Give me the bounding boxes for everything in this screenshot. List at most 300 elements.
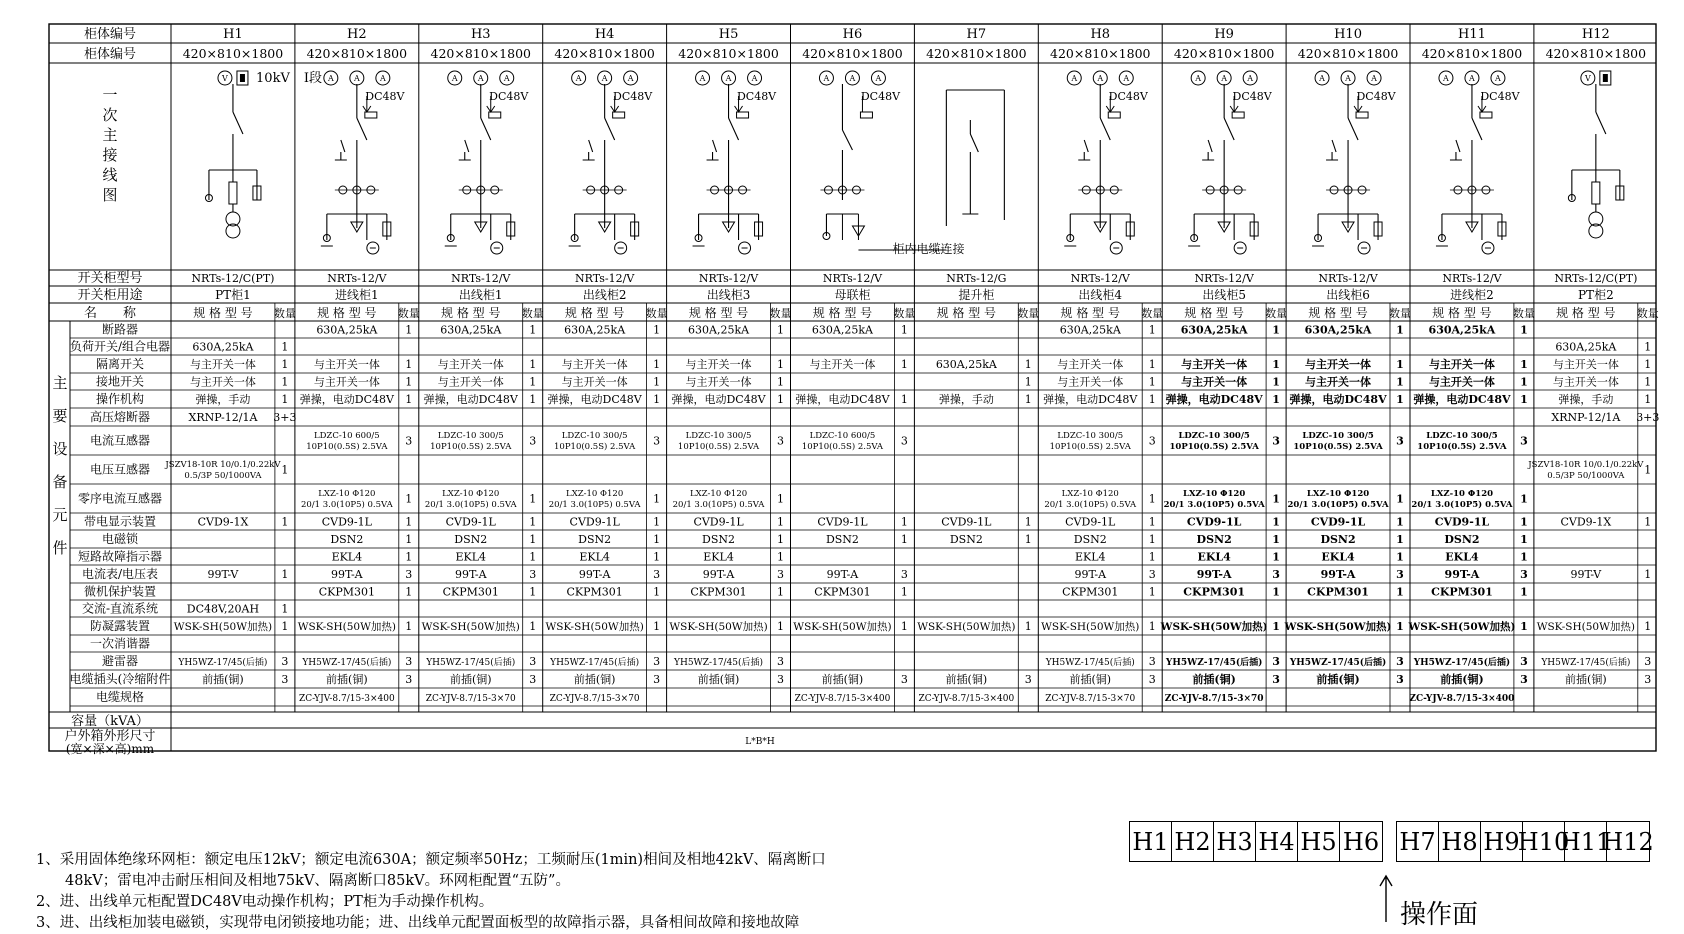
equipment-spec: DSN2 (702, 533, 736, 546)
meter-label: A (601, 74, 608, 83)
equipment-spec: WSK-SH(50W加热) (1041, 621, 1140, 633)
equipment-qty: 1 (653, 533, 661, 546)
equipment-qty: 1 (1396, 585, 1404, 599)
equipment-name: 电磁锁 (101, 532, 139, 546)
equipment-name: 电流表/电压表 (81, 567, 159, 581)
equipment-qty: 3 (1520, 655, 1528, 668)
qty-header: 数量 (1017, 307, 1040, 320)
equipment-qty: 3 (1644, 673, 1652, 686)
equipment-spec: CKPM301 (442, 585, 499, 599)
equipment-spec: 20/1 3.0(10P5) 0.5VA (672, 500, 765, 510)
equipment-spec: 10P10(0.5S) 2.5VA (554, 442, 636, 452)
equipment-qty: 3 (1396, 673, 1404, 686)
equipment-spec: CVD9-1L (1434, 515, 1490, 529)
row-label-primary-diagram: 主 (102, 126, 118, 144)
row-label-name: 名 称 (83, 306, 137, 321)
equipment-spec: 与主开关一体 (1428, 358, 1495, 371)
equipment-spec: DSN2 (578, 533, 612, 546)
equipment-qty: 1 (281, 463, 289, 477)
diagram-line (1456, 140, 1460, 152)
diagram-line (970, 134, 978, 152)
equipment-spec: 弹操，电动DC48V (547, 393, 642, 406)
switch-model: NRTs-12/V (575, 272, 635, 285)
equipment-qty: 1 (653, 393, 661, 406)
meter-label: A (1319, 74, 1325, 83)
meter-label: A (327, 74, 334, 83)
equipment-spec: CVD9-1L (693, 515, 744, 529)
equipment-name: 短路故障指示器 (77, 549, 163, 564)
equipment-qty: 1 (1148, 323, 1156, 337)
equipment-spec: CKPM301 (1431, 585, 1493, 599)
cabinet-size: 420×810×1800 (306, 46, 408, 61)
dc48v-label: DC48V (736, 90, 777, 103)
equipment-spec: CKPM301 (1183, 585, 1246, 599)
cabinet-size: 420×810×1800 (1545, 46, 1647, 61)
equipment-spec: 与主开关一体 (1428, 375, 1495, 389)
dc48v-label: DC48V (489, 90, 529, 103)
equipment-spec: 10P10(0.5S) 2.5VA (1169, 442, 1259, 452)
spec-header: 规 格 型 号 (1432, 306, 1492, 320)
equipment-spec: 20/1 3.0(10P5) 0.5VA (424, 500, 517, 510)
equipment-name: 交流-直流系统 (81, 601, 159, 616)
spec-header: 规 格 型 号 (317, 306, 377, 320)
fuse-icon (1592, 182, 1600, 204)
equipment-qty: 1 (281, 515, 289, 529)
meter-label: A (1495, 74, 1501, 83)
meter-label: A (1195, 74, 1202, 83)
equipment-qty: 1 (1272, 492, 1280, 506)
meter-label: A (575, 74, 582, 83)
equipment-qty: 1 (653, 550, 661, 564)
equipment-qty: 1 (405, 323, 413, 337)
equipment-spec: 99T-V (1570, 568, 1602, 581)
row-label-primary-diagram: 次 (102, 106, 118, 124)
equipment-qty: 3 (529, 568, 537, 581)
switch-model: NRTs-12/V (327, 272, 387, 285)
qty-header: 数量 (1265, 307, 1288, 320)
equipment-spec: 99T-A (578, 568, 611, 581)
equipment-spec: DSN2 (825, 533, 859, 546)
switch-model: NRTs-12/C(PT) (191, 272, 275, 285)
equipment-qty: 1 (1520, 515, 1528, 529)
switch-model: NRTs-12/V (1070, 272, 1130, 285)
equipment-spec: 与主开关一体 (189, 358, 256, 371)
equipment-spec: 与主开关一体 (685, 375, 752, 389)
diagram-line (1472, 118, 1482, 140)
equipment-spec: 20/1 3.0(10P5) 0.5VA (300, 500, 393, 510)
meter-label: A (1071, 74, 1078, 83)
equipment-spec: 与主开关一体 (313, 358, 380, 371)
row-label-main-equipment: 主 (52, 374, 68, 392)
equipment-qty: 3 (900, 434, 908, 448)
schedule-texts (52, 26, 1659, 756)
equipment-qty: 1 (529, 375, 537, 389)
equipment-name: 微机保护装置 (83, 584, 157, 599)
equipment-qty: 3 (653, 673, 661, 686)
equipment-qty: 1 (529, 323, 537, 337)
cabinet-id: H6 (842, 27, 863, 42)
equipment-spec: WSK-SH(50W加热) (1160, 621, 1268, 633)
equipment-spec: 弹操，手动 (938, 393, 994, 406)
cabinet-size: 420×810×1800 (1297, 46, 1399, 61)
equipment-qty: 3 (1272, 673, 1280, 686)
qty-header: 数量 (397, 307, 420, 320)
equipment-qty: 1 (653, 358, 661, 371)
equipment-spec: EKL4 (1197, 550, 1231, 564)
cabinet-id: H8 (1090, 27, 1111, 42)
equipment-spec: 弹操，手动 (1558, 393, 1614, 406)
cabinet-size: 420×810×1800 (1421, 46, 1523, 61)
equipment-spec: 前插(铜) (945, 673, 988, 686)
equipment-spec: DSN2 (454, 533, 488, 546)
schedule-grid (49, 24, 1656, 751)
equipment-qty: 1 (1396, 358, 1404, 371)
equipment-spec: WSK-SH(50W加热) (545, 621, 644, 633)
equipment-spec: YH5WZ-17/45(后插) (674, 658, 764, 668)
row-label-main-equipment: 件 (52, 539, 68, 557)
equipment-spec: WSK-SH(50W加热) (1284, 621, 1392, 633)
equipment-spec: 与主开关一体 (1552, 358, 1619, 371)
switch-use: 出线柜4 (1078, 288, 1123, 302)
equipment-spec: 630A,25kA (192, 340, 254, 354)
meter-label: A (849, 74, 856, 83)
row-label-main-equipment: 元 (52, 506, 68, 524)
equipment-qty: 1 (1396, 515, 1404, 529)
equipment-qty: 1 (900, 533, 908, 546)
equipment-qty: 1 (900, 358, 908, 371)
equipment-qty: 3 (281, 673, 289, 686)
equipment-spec: LXZ-10 Φ120 (1430, 489, 1494, 499)
equipment-qty: 1 (777, 585, 784, 599)
meter-label: A (1123, 74, 1130, 83)
equipment-qty: 1 (653, 323, 661, 337)
switch-use: 提升柜 (958, 288, 995, 302)
equipment-qty: 1 (405, 620, 413, 633)
equipment-qty: 3 (900, 673, 908, 686)
meter-label: A (1097, 74, 1104, 83)
equipment-spec: 与主开关一体 (189, 375, 256, 389)
arrangement-cell: H5 (1298, 822, 1340, 861)
equipment-qty: 1 (1024, 375, 1032, 389)
equipment-name: 电缆规格 (95, 690, 145, 704)
cabinet-size: 420×810×1800 (1050, 46, 1151, 61)
row-label-main-equipment: 要 (52, 407, 68, 425)
equipment-qty: 1 (529, 358, 537, 371)
equipment-qty: 1 (281, 393, 289, 406)
equipment-qty: 1 (1272, 550, 1280, 564)
cabinet-size: 420×810×1800 (182, 46, 284, 61)
equipment-qty: 1 (281, 375, 289, 389)
equipment-qty: 3 (405, 568, 413, 581)
switch-model: NRTs-12/V (451, 272, 511, 285)
dc48v-label: DC48V (1232, 90, 1272, 103)
meter-label: A (699, 74, 706, 83)
qty-header: 数量 (273, 307, 296, 320)
equipment-qty: 3 (405, 655, 413, 668)
equipment-spec: LDZC-10 300/5 (1426, 431, 1498, 441)
equipment-spec: EKL4 (703, 550, 734, 564)
equipment-qty: 1 (900, 393, 908, 406)
equipment-spec: 630A,25kA (1555, 340, 1617, 354)
cabinet-id: H12 (1581, 27, 1610, 42)
equipment-qty: 1 (1148, 533, 1156, 546)
equipment-qty: 3 (1396, 655, 1404, 668)
row-label-cabinet-size: 柜体编号 (83, 47, 137, 62)
equipment-qty: 1 (1024, 515, 1032, 529)
fuse-icon (229, 182, 237, 204)
equipment-qty: 1 (1520, 585, 1528, 599)
equipment-qty: 1 (1644, 375, 1652, 389)
arrangement-cell: H7 (1397, 822, 1439, 861)
spec-header: 规 格 型 号 (1308, 306, 1368, 320)
equipment-qty: 1 (900, 515, 908, 529)
equipment-spec: CVD9-1L (817, 515, 868, 529)
operating-mechanism-icon (365, 112, 377, 118)
equipment-qty: 3 (529, 655, 537, 668)
equipment-qty: 3 (900, 568, 908, 581)
equipment-spec: YH5WZ-17/45(后插) (302, 658, 392, 668)
equipment-spec: LDZC-10 600/5 (313, 431, 380, 441)
equipment-qty: 1 (1520, 323, 1528, 337)
equipment-qty: 1 (1148, 585, 1156, 599)
equipment-spec: 与主开关一体 (1552, 375, 1619, 389)
operating-mechanism-icon (860, 112, 872, 118)
equipment-qty: 1 (900, 585, 908, 599)
equipment-spec: LXZ-10 Φ120 (1061, 489, 1119, 499)
equipment-spec: 99T-A (702, 568, 735, 581)
diagram-line (1100, 118, 1110, 140)
equipment-qty: 1 (529, 550, 537, 564)
equipment-spec: 前插(铜) (1440, 673, 1484, 686)
meter-label: A (477, 74, 484, 83)
cabinet-id: H4 (594, 27, 615, 42)
operating-mechanism-icon (1232, 112, 1244, 118)
equipment-qty: 1 (1148, 393, 1156, 406)
equipment-name: 避雷器 (101, 654, 139, 668)
equipment-spec: 弹操，电动DC48V (1289, 393, 1387, 406)
diagram-line (1332, 140, 1336, 152)
equipment-qty: 1 (405, 533, 413, 546)
equipment-qty: 1 (900, 323, 908, 337)
equipment-spec: 99T-A (1074, 568, 1107, 581)
diagram-line (713, 140, 717, 152)
equipment-spec: LXZ-10 Φ120 (566, 489, 624, 499)
row-label-primary-diagram: 一 (102, 86, 118, 104)
equipment-spec: YH5WZ-17/45(后插) (178, 658, 268, 668)
dc48v-label: DC48V (1108, 90, 1148, 103)
qty-header: 数量 (521, 307, 544, 320)
equipment-qty: 1 (281, 340, 289, 354)
switch-model: NRTs-12/V (1318, 272, 1378, 285)
switch-use: 母联柜 (834, 288, 871, 302)
row-label-outdoor-box-size: (宽×深×高)mm (65, 742, 155, 756)
equipment-spec: 与主开关一体 (561, 375, 628, 389)
equipment-spec: 99T-A (1196, 568, 1232, 581)
operation-face-label: 操作面 (1400, 900, 1479, 930)
diagram-line (729, 118, 739, 140)
equipment-spec: 99T-A (826, 568, 859, 581)
equipment-spec: 前插(铜) (1192, 673, 1236, 686)
meter-label: A (751, 74, 758, 83)
note-line: 1、采用固体绝缘环网柜：额定电压12kV；额定电流630A；额定频率50Hz；工频耐压(1min)相间及相地42kV、隔离断口 (36, 852, 826, 868)
design-notes (36, 850, 826, 934)
outdoor-box-value: L*B*H (745, 737, 775, 747)
equipment-qty: 3 (529, 673, 537, 686)
equipment-qty: 1 (653, 585, 661, 599)
diagram-line (605, 118, 615, 140)
meter-label: A (875, 74, 882, 83)
equipment-qty: 3 (1272, 568, 1280, 581)
equipment-qty: 1 (529, 515, 537, 529)
equipment-qty: 1 (405, 358, 413, 371)
equipment-qty: 1 (653, 620, 661, 633)
equipment-spec: WSK-SH(50W加热) (917, 621, 1016, 633)
row-label-outdoor-box: 户外箱外形尺寸 (64, 729, 156, 744)
equipment-qty: 1 (1520, 620, 1528, 633)
equipment-spec: 与主开关一体 (685, 358, 752, 371)
diagram-line (481, 118, 491, 140)
equipment-qty: 1 (1644, 568, 1652, 581)
equipment-qty: 3 (1520, 434, 1528, 448)
equipment-spec: CVD9-1L (1065, 515, 1116, 529)
equipment-spec: EKL4 (455, 550, 487, 564)
equipment-spec: LDZC-10 600/5 (809, 431, 876, 441)
meter-label: V (1584, 74, 1591, 83)
equipment-spec: XRNP-12/1A (188, 411, 258, 424)
diagram-line (1348, 118, 1358, 140)
arrangement-group-left (1129, 821, 1383, 862)
equipment-spec: LXZ-10 Φ120 (1306, 489, 1370, 499)
equipment-spec: 10P10(0.5S) 2.5VA (1293, 442, 1383, 452)
switch-model: NRTs-12/V (1442, 272, 1502, 285)
equipment-spec: CVD9-1X (197, 515, 249, 529)
table-frame (49, 24, 1656, 751)
equipment-spec: 弹操，电动DC48V (423, 393, 518, 406)
equipment-spec: ZC-YJV-8.7/15-3×70 (425, 694, 516, 704)
equipment-qty: 1 (653, 492, 661, 506)
equipment-name: 接地开关 (95, 374, 145, 389)
switch-use: 进线柜2 (1450, 288, 1494, 302)
switch-use: 出线柜1 (458, 288, 503, 302)
equipment-spec: ZC-YJV-8.7/15-3×400 (1409, 694, 1515, 704)
equipment-spec: ZC-YJV-8.7/15-3×400 (794, 694, 891, 704)
equipment-spec: 20/1 3.0(10P5) 0.5VA (1163, 500, 1265, 510)
cabinet-size: 420×810×1800 (802, 46, 903, 61)
operating-mechanism-icon (1108, 112, 1120, 118)
switch-use: 出线柜5 (1202, 288, 1246, 302)
meter-label: A (1371, 74, 1377, 83)
row-label-capacity: 容量（kVA） (71, 714, 149, 729)
equipment-spec: 99T-A (331, 568, 363, 581)
meter-label: A (627, 74, 634, 83)
equipment-spec: LDZC-10 300/5 (437, 431, 504, 441)
equipment-spec: 与主开关一体 (1305, 375, 1372, 389)
equipment-qty: 1 (1024, 393, 1032, 406)
switch-model: NRTs-12/C(PT) (1554, 272, 1638, 285)
diagram-line (1084, 140, 1088, 152)
equipment-spec: DSN2 (949, 533, 983, 546)
arrangement-cell: H6 (1342, 827, 1380, 856)
equipment-qty: 3 (653, 434, 661, 448)
equipment-qty: 1 (1272, 358, 1280, 371)
equipment-qty: 1 (1644, 358, 1652, 371)
row-label-main-equipment: 备 (52, 473, 68, 491)
equipment-spec: WSK-SH(50W加热) (297, 621, 397, 633)
equipment-spec: CVD9-1L (569, 515, 620, 529)
equipment-qty: 1 (1024, 533, 1032, 546)
equipment-qty: 1 (529, 620, 537, 633)
cabinet-size: 420×810×1800 (926, 46, 1027, 61)
equipment-spec: LDZC-10 300/5 (1178, 431, 1250, 441)
equipment-spec: WSK-SH(50W加热) (1536, 621, 1636, 633)
equipment-qty: 3+3 (1636, 411, 1660, 424)
equipment-spec: 630A,25kA (811, 323, 873, 337)
equipment-spec: 前插(铜) (573, 673, 616, 686)
meter-label: A (823, 74, 830, 83)
equipment-spec: 弹操，电动DC48V (795, 393, 890, 406)
equipment-spec: 630A,25kA (440, 323, 502, 337)
equipment-spec: LXZ-10 Φ120 (1183, 489, 1246, 499)
spec-header: 规 格 型 号 (1184, 306, 1244, 320)
cabinet-id: H10 (1334, 27, 1362, 42)
equipment-spec: 630A,25kA (1304, 323, 1372, 337)
arrangement-group-right (1396, 821, 1654, 862)
diagram-line (341, 140, 345, 152)
equipment-spec: LXZ-10 Φ120 (442, 489, 500, 499)
cabinet-id: H2 (347, 27, 367, 42)
qty-header: 数量 (769, 307, 792, 320)
diagram-line (1596, 112, 1606, 134)
equipment-spec: 10P10(0.5S) 2.5VA (677, 442, 760, 452)
meter-label: A (451, 74, 458, 83)
equipment-spec: ZC-YJV-8.7/15-3×400 (918, 694, 1015, 704)
meter-label: A (503, 74, 510, 83)
equipment-qty: 1 (1396, 375, 1404, 389)
meter-label: A (1345, 74, 1351, 83)
equipment-spec: CVD9-1X (1560, 515, 1612, 529)
equipment-qty: 3 (1148, 673, 1156, 686)
meter-label: A (353, 74, 360, 83)
equipment-spec: 20/1 3.0(10P5) 0.5VA (1287, 500, 1389, 510)
equipment-spec: YH5WZ-17/45(后插) (1541, 658, 1631, 668)
switch-model: NRTs-12/V (1194, 272, 1254, 285)
switch-model: NRTs-12/V (822, 272, 883, 285)
equipment-name: 防凝露装置 (89, 619, 151, 633)
equipment-spec: 0.5/3P 50/1000VA (1547, 471, 1625, 481)
switch-use: 进线柜1 (335, 288, 379, 302)
equipment-qty: 1 (777, 323, 784, 337)
switch-use: 出线柜2 (582, 288, 627, 302)
equipment-spec: LDZC-10 300/5 (685, 431, 752, 441)
equipment-spec: 20/1 3.0(10P5) 0.5VA (1044, 500, 1137, 510)
equipment-name: 零序电流互感器 (77, 491, 163, 506)
equipment-spec: 630A,25kA (1180, 323, 1248, 337)
equipment-spec: 10P10(0.5S) 2.5VA (1417, 442, 1507, 452)
equipment-qty: 3 (1148, 568, 1156, 581)
equipment-qty: 3 (653, 655, 661, 668)
qty-header: 数量 (1389, 307, 1411, 320)
equipment-qty: 1 (777, 620, 784, 633)
equipment-qty: 1 (529, 393, 537, 406)
cabinet-id: H5 (718, 27, 739, 42)
equipment-spec: 与主开关一体 (809, 358, 876, 371)
equipment-qty: 1 (777, 533, 784, 546)
equipment-qty: 1 (281, 602, 289, 616)
equipment-name: 一次消谐器 (89, 636, 151, 651)
equipment-spec: WSK-SH(50W加热) (173, 621, 273, 633)
equipment-spec: 99T-A (1320, 568, 1356, 581)
equipment-name: 电压互感器 (89, 462, 151, 477)
